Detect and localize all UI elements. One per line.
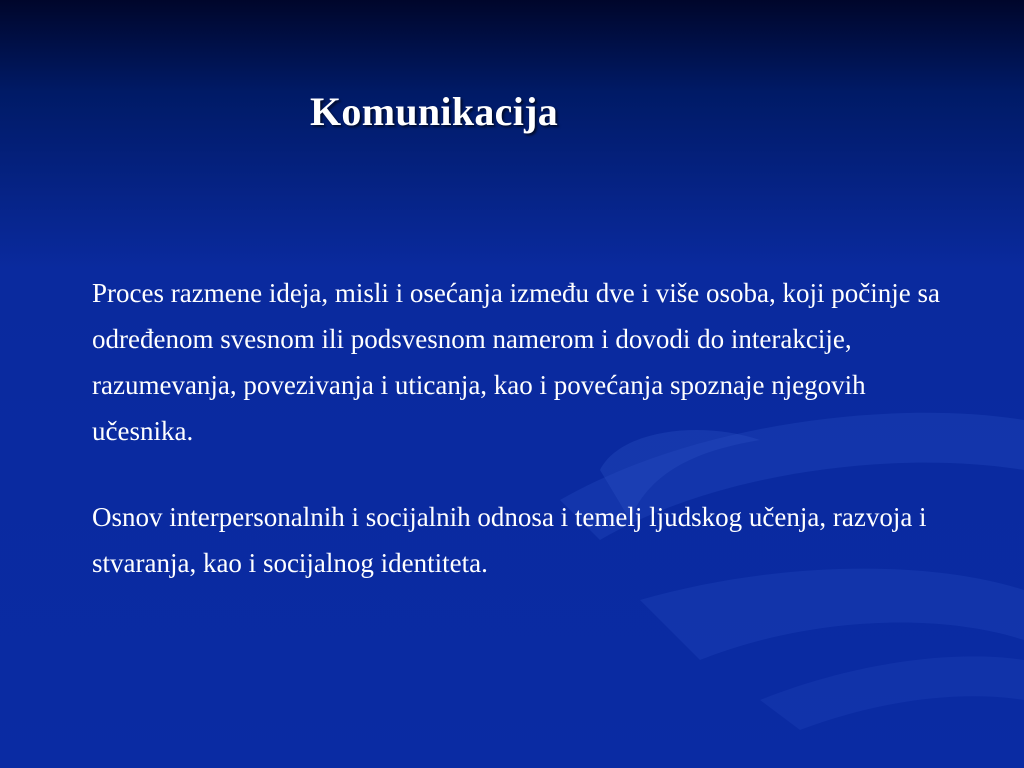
paragraph-definition: Proces razmene ideja, misli i osećanja između dve i više osoba, koji počinje sa određenom svesnom ili podsvesnom namerom i dovodi do interakcije, razumevanja, povezivanja i uticanja, kao i povećanja spoznaje njegovih učesnika. — [92, 278, 940, 446]
slide-body — [92, 270, 972, 626]
slide-title: Komunikacija — [310, 89, 559, 134]
paragraph-basis: Osnov interpersonalnih i socijalnih odnosa i temelj ljudskog učenja, razvoja i stvaranja, kao i socijalnog identiteta. — [92, 502, 927, 578]
